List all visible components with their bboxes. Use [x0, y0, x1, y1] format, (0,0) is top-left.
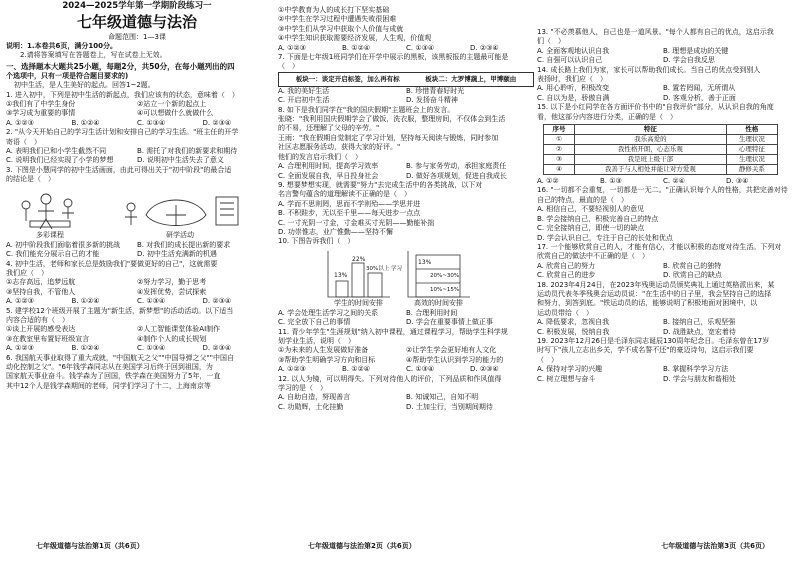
page-3-column — [537, 0, 789, 561]
statement-line: ④中学生知识获取需要经济发展，人生观，价值观 — [278, 34, 432, 43]
table-cell: 生理状况 — [726, 155, 777, 165]
question-text: 名言警句蕴含的道理解读不正确的是（ ） — [278, 190, 411, 199]
question-text: 划学业生活，说明（ ） — [278, 336, 355, 345]
table-row — [544, 165, 778, 175]
choice-line: D. 功崇惟志，业广惟勤——坚持不懈 — [278, 227, 393, 236]
chart-value: 22% — [352, 255, 366, 263]
question-text: 和努力，到答到底。"铁运动员的话，能够说明了积极地面对困境中，以 — [537, 299, 758, 308]
table-cell: ④ — [544, 165, 575, 175]
chart-caption: 高效的时间安排 — [414, 298, 463, 307]
question-text: 他们的发言启示我们（ ） — [278, 152, 362, 161]
chart-value: 13% — [418, 258, 432, 266]
question-text: 自己的特点，最直的是（ ） — [537, 195, 628, 204]
time-allocation-figure — [278, 247, 534, 309]
question-text: 们（ ） — [537, 37, 565, 46]
question-text: 19. 2023年12月26日是毛泽东同志诞辰130周年纪念日。毛泽东曾在17岁 — [537, 336, 770, 345]
statement-row: ①我们有了中学生身份 ②站立一个新的起点上 — [6, 100, 207, 109]
choice-line: C. 一寸光阴一寸金，寸金难买寸光阴——勤能补拙 — [278, 218, 435, 227]
choice-row: A. 降低要求，忽视自我 B. 接纳自己，乐观坚强 — [537, 318, 736, 327]
choice-row: C. 自以为是，骄傲自满 D. 客观分析，善于正面 — [537, 93, 736, 102]
question-text: 欣赏自己的做法中不正确的是（ ） — [537, 252, 649, 261]
question-text: 王雨："我在假期自觉制定了学习计划，坚持每天阅读与锻炼，同时参加 — [278, 133, 499, 142]
table-row — [544, 155, 778, 165]
question-text: 学习的是（ ） — [278, 384, 327, 392]
table-header-cell: 特征 — [574, 125, 726, 135]
choice-row: A. ①② B. ①③ C. ②④ D. ③④ — [537, 177, 749, 186]
question-text: 18. 2023年4月24日，在2023年残奥运动员颁奖典礼上通过英格派出来，某 — [537, 280, 775, 289]
board-block: 板块二：尢罗博蔬上，甲博颐由 — [425, 74, 517, 83]
question-text: 1. 进入初中，下列是初中生活的新起点，我们应该有的状态，意味着（ ） — [6, 90, 239, 99]
statement-row: ③坚持自我，不管他人 ④发挥优势，尝试探索 — [6, 287, 207, 296]
question-text: 国家航天事业奋斗。钱学森为了回国，铁学森在美国努力了5年，一直 — [6, 372, 221, 381]
table-cell: 我是班上级干部 — [574, 155, 726, 165]
table-row — [544, 135, 778, 145]
chart-value: 30%以上 学习 — [366, 265, 402, 272]
choice-row: C. 说明我们已经实现了小学的梦想 D. 说明初中生活失去了意义 — [6, 156, 224, 165]
table-cell: 静修关系 — [726, 165, 777, 175]
choice-line: D. 学会认识自己，专注于自己的长处和优点 — [537, 233, 673, 242]
question-text: 运动员带给（ ） — [537, 308, 593, 317]
choice-row: C. 完全放下自己的事情 D. 学会在重要事情上做正事 — [278, 318, 493, 327]
choice-line: A. 相信自己，不要轻视别人的意见 — [537, 205, 645, 214]
table-cell: 生理状况 — [726, 135, 777, 145]
choice-line: C. 完全接纳自己，即使一切的缺点 — [537, 224, 645, 233]
choice-row: A. 欣赏自己的努力 B. 欣赏自己的独特 — [537, 261, 722, 270]
illustration-campus-life — [6, 185, 268, 241]
choice-row: C. 欣赏自己的进步 D. 欣赏自己的缺点 — [537, 271, 722, 280]
choice-row: A. 合理利用时间，提高学习效率 B. 参与家务劳动，承担家庭责任 — [278, 162, 507, 171]
choice-row: A. 自助自造，努现善言 B. 知诚知己，自知不明 — [278, 393, 479, 402]
question-text: 6. 我国航天事业取得了重大成就，"中国航天之父""中国导弹之父""中国自 — [6, 353, 235, 362]
question-text: 我们应（ ） — [6, 268, 48, 277]
question-text: 17. 一个能够欣赏自己的人，才能有信心，才能以积极的态度对待生活。下列对 — [537, 242, 782, 251]
question-text: 的不易，还理解了父母的辛劳。" — [278, 124, 380, 133]
statement-row: ①谈上开展的感受表达 ②人工智能课堂体验AI制作 — [6, 325, 221, 334]
section-heading: 一、选择题本大题共25小题，每题2分，共50分，在每小题列出的四 — [6, 61, 235, 71]
question-text: 15. 以下是小红同学在各方面评价书中的"自我评价"部分，从认识自我的角度 — [537, 103, 774, 112]
question-text: 运动员代表冬季残奥会运动员说："在生活中的日子里，我会坚持自己的选择 — [537, 289, 772, 298]
choice-row: A. ①②③ B. ①②④ C. ①③④ D. ②③④ — [278, 43, 499, 52]
statement-row: ③在教室里布置好班级宣言 ④制作个人的成长规划 — [6, 334, 207, 343]
question-text: 2. "从今天开始自己的学习生活计划和安排自己的学习生活。"班主任的开学 — [6, 128, 239, 137]
question-text: 7. 下面是七年级1班同学们在开学中展示的黑板，该黑板报的主题最可能是 — [278, 53, 509, 62]
chart-caption: 学生的时间安排 — [334, 298, 383, 307]
page-1-column — [6, 0, 268, 561]
question-text: 11. 青少年学生"生涯规划"纳入初中课程，通过课程学习，帮助学生科学规 — [278, 327, 508, 336]
page-footer: 七年级道德与法治第1页（共6页） — [36, 542, 144, 550]
choice-row: A. 初中阶段我们面临着很多新的挑战 B. 对我们的成长提出新的要求 — [6, 240, 231, 249]
table-cell: ① — [544, 135, 575, 145]
choice-row: A. ①②③ B. ①②④ C. ①③④ D. ②③④ — [6, 297, 232, 306]
question-text: 9. 想要梦想实现，就需要"努力"去完成生活中的各类挑战，以下对 — [278, 180, 483, 189]
table-row — [544, 145, 778, 155]
exam-title: 七年级道德与法治 — [76, 13, 197, 31]
table-header-cell: 序号 — [544, 125, 575, 135]
question-text: 其中12个人是钱学森期间的老师，同学们学习了十二，上海南京等 — [6, 381, 211, 390]
choice-row: A. 保持对学习的兴趣 B. 掌握科学学习方法 — [537, 365, 729, 374]
note-line: 说明：1.本卷共6页，满分100分。 — [6, 42, 118, 50]
statement-line: ②中学生在学习过程中遭遇失败很困难 — [278, 15, 397, 24]
question-text: 张晓："我利用国庆假期学会了做饭，洗衣服，整理房间，不仅体会到生活 — [278, 115, 506, 124]
page-footer: 七年级道德与法治第2页（共6页） — [308, 542, 416, 550]
question-text: 10. 下图告诉我们（ ） — [278, 237, 355, 246]
choice-row: A. ①②③ B. ①②④ C. ①③④ D. ②③④ — [6, 118, 232, 127]
choice-row: C. 积极发展，悦纳自我 D. 战胜缺点，宽宏着待 — [537, 327, 736, 336]
section-heading: 个选项中，只有一项是符合题目要求的) — [6, 71, 129, 80]
table-header-row — [544, 125, 778, 135]
question-text: 初中生活，是人生美好的起点。回答1~2题。 — [14, 81, 155, 90]
choice-row: A. 全面客观地认识自我 B. 理想是成功的关键 — [537, 46, 729, 55]
page-2-column — [278, 0, 534, 561]
choice-line: A. 学而不思则罔，思而不学则殆——学思并进 — [278, 199, 421, 208]
exam-header: 2024—2025学年第一学期阶段练习一 — [62, 1, 212, 11]
bar-figure-icon — [278, 247, 534, 309]
table-cell: ② — [544, 145, 575, 155]
statement-row: ①为未来的人生发展做好准备 ②让学生学会更好地有人文化 — [278, 346, 497, 355]
statement-row: ③帮助学生明确学习方向和目标 ④帮助学生认识到学习的能力的 — [278, 355, 504, 364]
page-footer: 七年级道德与法治第3页（共6页） — [661, 542, 769, 550]
choice-row: A. 我的美好生活 B. 珍惜青春好时光 — [278, 86, 465, 95]
chart-value: 13% — [334, 271, 348, 279]
statement-row: ①志存高远，追梦远航 ②努力学习，勤于思考 — [6, 278, 207, 287]
choice-row: C. 自强可以认识自己 D. 学会自我反思 — [537, 56, 715, 65]
choice-row: A. 用心聆听，积极改变 B. 置若罔闻，无所谓从 — [537, 84, 736, 93]
choice-row: A. 学会处理生活学习之间的关系 B. 合理利用时间 — [278, 308, 458, 317]
question-text: 13. "不必羡慕他人，自己也是一道风景。"每个人都有自己的优点，这启示我 — [537, 28, 774, 36]
question-text: 8. 如下是我们同学在"我的国庆假期"主题班会上的发言。 — [278, 105, 455, 114]
question-text: 14. 成长路上我们为家，家长可以帮助我们成长。当自己的优点受到别人 — [537, 65, 761, 74]
table-cell: 我性格开朗，心态乐观 — [574, 145, 726, 155]
statement-line: ③中学生们从学习中获取个人价值与成就 — [278, 24, 404, 33]
choice-line: B. 学会接纳自己，积极完善自己的特点 — [537, 214, 659, 223]
question-text: 的结论是（ ） — [6, 175, 55, 184]
note-line: 2.请将答案填写在答题卷上，写在试卷上无效。 — [20, 51, 167, 60]
choice-row: C. 开启初中生活 D. 发扬奋斗精神 — [278, 96, 458, 105]
self-evaluation-table — [543, 124, 778, 175]
question-text: 12. 以人为镜，可以明得失。下列对待他人的评价，下列品质和作风值得 — [278, 374, 502, 383]
picture-caption: 研学活动 — [166, 230, 194, 239]
question-text: 5. 建学校12个班级开展了主题为"新生活，新梦想"的活动活动。以下适当 — [6, 306, 234, 315]
statement-line: ①中学教育为人的成长打下坚实基础 — [278, 6, 390, 14]
question-text: 16. "一切都不会重复，一切都是一无二。"正确认识每个人的性格，共把完善对待 — [537, 186, 788, 195]
question-text: 看，他这部分内容进行分类，正确的是（ ） — [537, 112, 677, 121]
statement-row: ③学习成为重要的事情 ④可以想做什么就做什么 — [6, 109, 214, 118]
table-cell: 我善于与人相处并能让对方爱观 — [574, 165, 726, 175]
question-text: 社区志愿服务活动，获得大家的好评。" — [278, 143, 401, 152]
table-cell: 我乐高爱的 — [574, 135, 726, 145]
question-text: 动化控制之父"。"6年钱学森同志从在美国学习后终于回到祖国，为 — [6, 362, 213, 371]
chart-value: 20%~30% — [430, 272, 460, 279]
picture-caption: 多彩课程 — [36, 230, 64, 239]
choice-line: B. 不积跬步，无以至千里——每天进步一点点 — [278, 209, 421, 218]
choice-row: C. 全面发展自我，早日投身社会 D. 做好各项规划，促进自我成长 — [278, 171, 507, 180]
choice-row: C. 功勋辉，土化挂勤 D. 土加尘行，当别期间期待 — [278, 402, 493, 411]
board-block: 板块一：谈定开启标签，加么再有标 — [295, 74, 400, 83]
choice-row: C. 我们能充分展示自己的才能 D. 初中生活充满新的机遇 — [6, 250, 217, 259]
exam-scope: 命题范围：1—3课 — [108, 33, 166, 41]
choice-row: A. 表明我们已和小学生截然不同 B. 需托了对我们的新要求和期待 — [6, 147, 238, 156]
question-text: （ ） — [278, 62, 299, 71]
question-text: 内容合适的有（ ） — [6, 315, 69, 324]
table-cell: 心理特征 — [726, 145, 777, 155]
table-cell: ③ — [544, 155, 575, 165]
choice-row: A. ①②③ B. ①②④ C. ①③④ D. ②③④ — [278, 365, 499, 374]
question-text: 寄语（ ） — [6, 137, 41, 146]
choice-row: A. ①②③ B. ①②④ C. ①③④ D. ②③④ — [6, 344, 232, 353]
question-text: 表扬时，我们应（ ） — [537, 75, 607, 84]
question-text: 4. 初中生活，老师和家长总是鼓励我们"要做更好的自己"，这就需要 — [6, 259, 218, 268]
chart-value: 10%~15% — [430, 286, 460, 293]
question-text: （ ） — [537, 355, 558, 364]
table-header-cell: 性格 — [726, 125, 777, 135]
question-text: 时写下"孩儿立志出乡关，学不成名誓不还"的豪迈诗句，这启示我们要 — [537, 346, 754, 355]
blackboard-panel — [278, 72, 534, 87]
choice-row: C. 树立理想与奋斗 D. 学会与朋友和谐相处 — [537, 374, 736, 383]
question-text: 3. 下图是小慧同学的初中生活画面，由此可得出关于"初中阶段"的最合适 — [6, 165, 232, 174]
